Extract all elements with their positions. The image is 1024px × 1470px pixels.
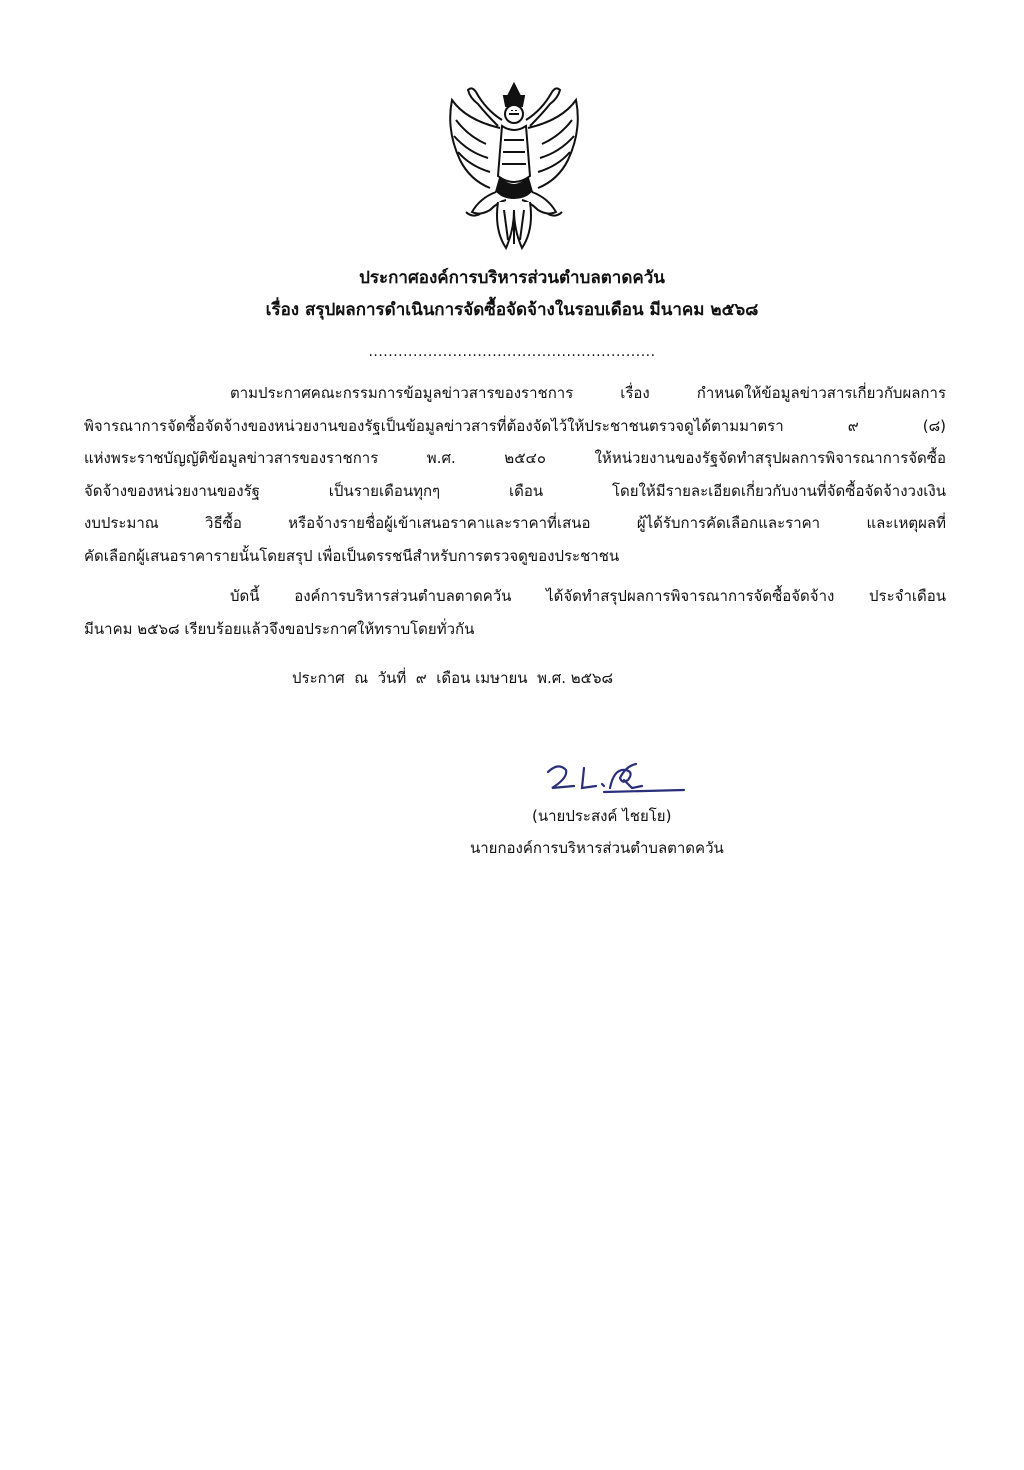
document-subject: เรื่อง สรุปผลการดำเนินการจัดซื้อจัดจ้างในรอบเดือน มีนาคม ๒๕๖๘	[265, 300, 759, 320]
paragraph-line: บัดนี้ องค์การบริหารส่วนตำบลตาดควัน ได้จัดทำสรุปผลการพิจารณาการจัดซื้อจัดจ้าง ประจำเดือน	[230, 587, 946, 605]
paragraph-1	[84, 377, 946, 573]
handwritten-signature-icon	[544, 758, 690, 798]
separator-dots: ..........................................................	[368, 344, 656, 360]
paragraph-line: คัดเลือกผู้เสนอราคารายนั้นโดยสรุป เพื่อเป็นดรรชนีสำหรับการตรวจดูของประชาชน	[84, 546, 620, 565]
paragraph-line: งบประมาณ วิธีซื้อ หรือจ้างรายชื่อผู้เข้าเสนอราคาและราคาที่เสนอ ผู้ได้รับการคัดเลือกและราคา และเหตุผลที่	[84, 514, 946, 533]
paragraph-line: แห่งพระราชบัญญัติข้อมูลข่าวสารของราชการ พ.ศ. ๒๕๔๐ ให้หน่วยงานของรัฐจัดทำสรุปผลการพิจารณาการจัดซื้อ	[84, 449, 946, 468]
paragraph-2	[84, 580, 946, 645]
paragraph-line: ตามประกาศคณะกรรมการข้อมูลข่าวสารของราชการ เรื่อง กำหนดให้ข้อมูลข่าวสารเกี่ยวกับผลการ	[230, 384, 946, 402]
paragraph-line: จัดจ้างของหน่วยงานของรัฐ เป็นรายเดือนทุกๆ เดือน โดยให้มีรายละเอียดเกี่ยวกับงานที่จัดซื้อจัดจ้างวงเงิน	[84, 481, 946, 500]
document-title: ประกาศองค์การบริหารส่วนตำบลตาดควัน	[359, 268, 665, 288]
announcement-date: ประกาศ ณ วันที่ ๙ เดือน เมษายน พ.ศ. ๒๕๖๘	[292, 669, 614, 687]
signer-name: (นายประสงค์ ไชยโย)	[532, 807, 672, 825]
garuda-emblem-icon	[446, 80, 582, 252]
paragraph-line: พิจารณาการจัดซื้อจัดจ้างของหน่วยงานของรัฐเป็นข้อมูลข่าวสารที่ต้องจัดไว้ให้ประชาชนตรวจดูได้ตามมาตรา ๙ (๘)	[84, 416, 946, 435]
signer-position: นายกองค์การบริหารส่วนตำบลตาดควัน	[470, 839, 724, 857]
paragraph-line: มีนาคม ๒๕๖๘ เรียบร้อยแล้วจึงขอประกาศให้ทราบโดยทั่วกัน	[84, 619, 475, 638]
